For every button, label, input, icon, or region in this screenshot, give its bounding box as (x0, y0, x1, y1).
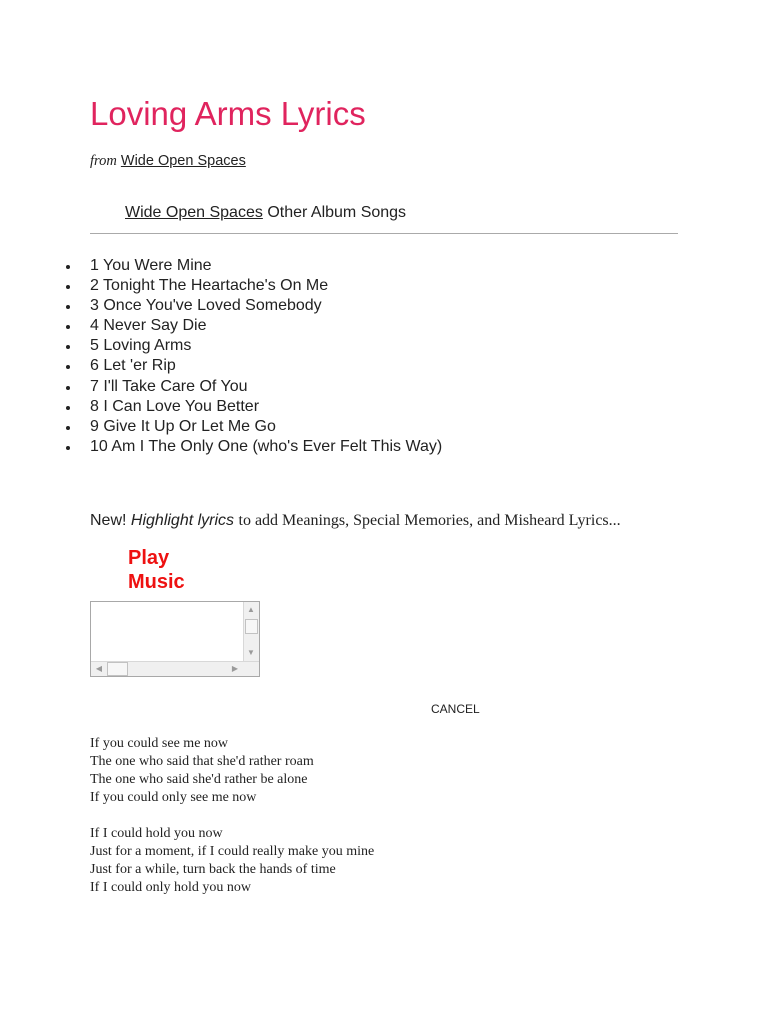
song-item-1[interactable]: 1 You Were Mine (90, 256, 442, 276)
lyric-line: If you could see me now (90, 736, 229, 751)
album-heading-link[interactable]: Wide Open Spaces (125, 204, 263, 221)
horizontal-scrollbar[interactable] (91, 661, 259, 676)
highlight-description: to add Meanings, Special Memories, and Misheard Lyrics... (238, 512, 621, 529)
lyric-line: If you could only see me now (90, 790, 257, 805)
scroll-left-icon[interactable]: ◀ (95, 664, 103, 673)
lyric-line: The one who said that she'd rather roam (90, 754, 314, 769)
song-item-4[interactable]: 4 Never Say Die (90, 316, 442, 336)
album-link[interactable]: Wide Open Spaces (120, 153, 246, 169)
play-music-button[interactable] (128, 546, 208, 594)
divider (90, 233, 678, 234)
lyric-line: Just for a moment, if I could really make you mine (90, 844, 375, 859)
cancel-button[interactable]: CANCEL (431, 702, 480, 716)
highlight-lyrics-label: Highlight lyrics (130, 512, 235, 529)
album-source-line (90, 151, 246, 171)
scroll-down-icon[interactable]: ▼ (247, 648, 255, 657)
song-item-6[interactable]: 6 Let 'er Rip (90, 356, 442, 376)
album-heading-text: Other Album Songs (267, 204, 407, 221)
new-label: New! (90, 512, 127, 529)
play-label: Play (128, 547, 170, 569)
lyrics-stanza (90, 735, 374, 807)
page-title: Loving Arms Lyrics (90, 95, 366, 132)
lyric-line: If I could only hold you now (90, 880, 251, 895)
scroll-right-icon[interactable]: ▶ (231, 664, 239, 673)
song-item-5[interactable]: 5 Loving Arms (90, 336, 442, 356)
song-item-9[interactable]: 9 Give It Up Or Let Me Go (90, 417, 442, 437)
album-songs-heading (125, 202, 406, 224)
album-song-list (90, 256, 442, 457)
vertical-scrollbar[interactable] (243, 602, 259, 662)
lyric-line: The one who said she'd rather be alone (90, 772, 308, 787)
horizontal-scroll-thumb[interactable] (107, 662, 128, 676)
lyrics-body (90, 735, 374, 915)
lyric-line: Just for a while, turn back the hands of time (90, 862, 336, 877)
song-item-3[interactable]: 3 Once You've Loved Somebody (90, 296, 442, 316)
lyrics-stanza (90, 825, 374, 897)
vertical-scroll-thumb[interactable] (245, 619, 258, 634)
song-item-2[interactable]: 2 Tonight The Heartache's On Me (90, 276, 442, 296)
song-item-8[interactable]: 8 I Can Love You Better (90, 397, 442, 417)
from-label: from (90, 153, 117, 169)
scroll-up-icon[interactable]: ▲ (247, 605, 255, 614)
song-item-10[interactable]: 10 Am I The Only One (who's Ever Felt This Way) (90, 437, 442, 457)
highlight-prompt (90, 510, 621, 532)
music-label: Music (128, 571, 185, 593)
lyric-line: If I could hold you now (90, 826, 223, 841)
song-item-7[interactable]: 7 I'll Take Care Of You (90, 377, 442, 397)
